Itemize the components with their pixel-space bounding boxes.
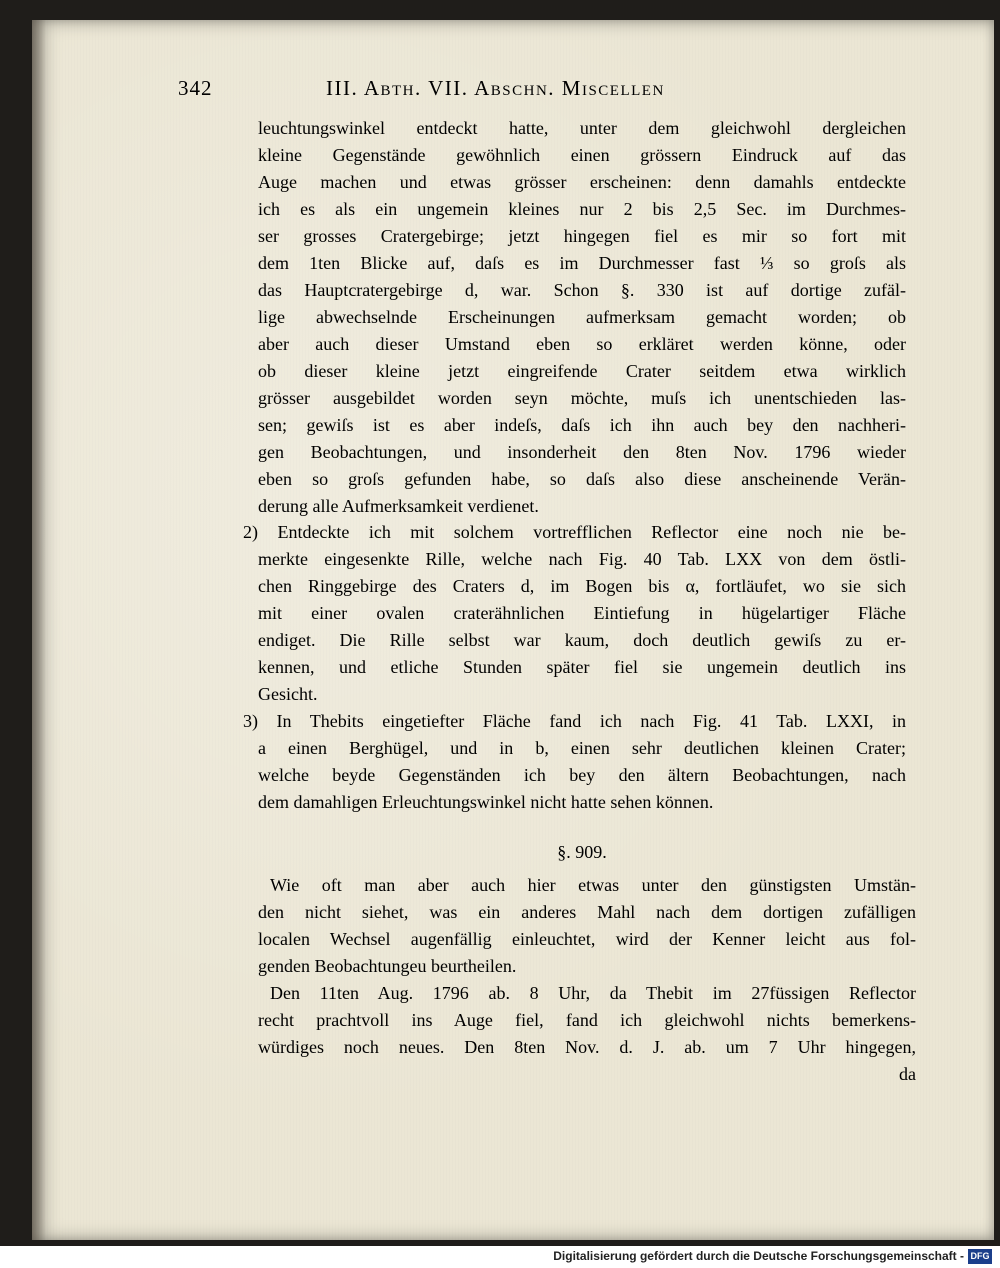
- text-line: recht prachtvoll ins Auge fiel, fand ich gleichwohl nichts bemerkens-: [258, 1010, 916, 1030]
- text-line: da: [899, 1064, 916, 1084]
- text-line: eben so groſs gefunden habe, so daſs also diese anscheinende Verän-: [258, 469, 906, 489]
- text-line: a einen Berghügel, und in b, einen sehr deutlichen kleinen Crater;: [258, 738, 906, 758]
- text-line: localen Wechsel augenfällig einleuchtet, wird der Kenner leicht aus fol-: [258, 929, 916, 949]
- text-line: leuchtungswinkel entdeckt hatte, unter dem gleichwohl dergleichen: [258, 118, 906, 138]
- text-line: ser grosses Cratergebirge; jetzt hingegen fiel es mir so fort mit: [258, 226, 906, 246]
- text-line: dem 1ten Blicke auf, daſs es im Durchmesser fast ⅓ so groſs als: [258, 253, 906, 273]
- text-line: endiget. Die Rille selbst war kaum, doch deutlich gewiſs zu er-: [258, 630, 906, 650]
- funding-credit: Digitalisierung gefördert durch die Deutsche Forschungsgemeinschaft -: [553, 1249, 964, 1263]
- text-line: welche beyde Gegenständen ich bey den ältern Beobachtungen, nach: [258, 765, 906, 785]
- text-line: Auge machen und etwas grösser erscheinen: denn damahls entdeckte: [258, 172, 906, 192]
- text-line: Wie oft man aber auch hier etwas unter den günstigsten Umstän-: [270, 875, 916, 895]
- dfg-logo: DFG: [968, 1249, 992, 1264]
- text-line: derung alle Aufmerksamkeit verdienet.: [258, 496, 539, 516]
- text-line: chen Ringgebirge des Craters d, im Bogen bis α, fortläufet, wo sie sich: [258, 576, 906, 596]
- text-line: Gesicht.: [258, 684, 318, 704]
- text-line: kleine Gegenstände gewöhnlich einen grössern Eindruck auf das: [258, 145, 906, 165]
- text-line: kennen, und etliche Stunden später fiel sie ungemein deutlich ins: [258, 657, 906, 677]
- text-line: mit einer ovalen craterähnlichen Eintiefung in hügelartiger Fläche: [258, 603, 906, 623]
- text-line: genden Beobachtungeu beurtheilen.: [258, 956, 517, 976]
- text-line: merkte eingesenkte Rille, welche nach Fig. 40 Tab. LXX von dem östli-: [258, 549, 906, 569]
- text-line: würdiges noch neues. Den 8ten Nov. d. J. ab. um 7 Uhr hingegen,: [258, 1037, 916, 1057]
- footer-bar: [0, 1246, 1000, 1268]
- text-line: aber auch dieser Umstand eben so erkläret werden könne, oder: [258, 334, 906, 354]
- text-line: 2) Entdeckte ich mit solchem vortrefflichen Reflector eine noch nie be-: [243, 522, 906, 542]
- text-line: sen; gewiſs ist es aber indeſs, daſs ich ihn auch bey den nachheri-: [258, 415, 906, 435]
- text-line: Den 11ten Aug. 1796 ab. 8 Uhr, da Thebit im 27füssigen Reflector: [270, 983, 916, 1003]
- text-line: lige abwechselnde Erscheinungen aufmerksam gemacht worden; ob: [258, 307, 906, 327]
- text-line: ob dieser kleine jetzt eingreifende Crater seitdem etwa wirklich: [258, 361, 906, 381]
- section-heading: §. 909.: [557, 842, 607, 862]
- text-line: grösser ausgebildet worden seyn möchte, muſs ich unentschieden las-: [258, 388, 906, 408]
- text-line: das Hauptcratergebirge d, war. Schon §. 330 ist auf dortige zufäl-: [258, 280, 906, 300]
- text-line: 3) In Thebits eingetiefter Fläche fand ich nach Fig. 41 Tab. LXXI, in: [243, 711, 906, 731]
- text-line: gen Beobachtungen, und insonderheit den 8ten Nov. 1796 wieder: [258, 442, 906, 462]
- page-number: 342: [178, 76, 213, 100]
- text-line: den nicht siehet, was ein anderes Mahl nach dem dortigen zufälligen: [258, 902, 916, 922]
- text-line: dem damahligen Erleuchtungswinkel nicht hatte sehen können.: [258, 792, 714, 812]
- running-head: III. Abth. VII. Abschn. Miscellen: [326, 76, 665, 100]
- text-line: ich es als ein ungemein kleines nur 2 bis 2,5 Sec. im Durchmes-: [258, 199, 906, 219]
